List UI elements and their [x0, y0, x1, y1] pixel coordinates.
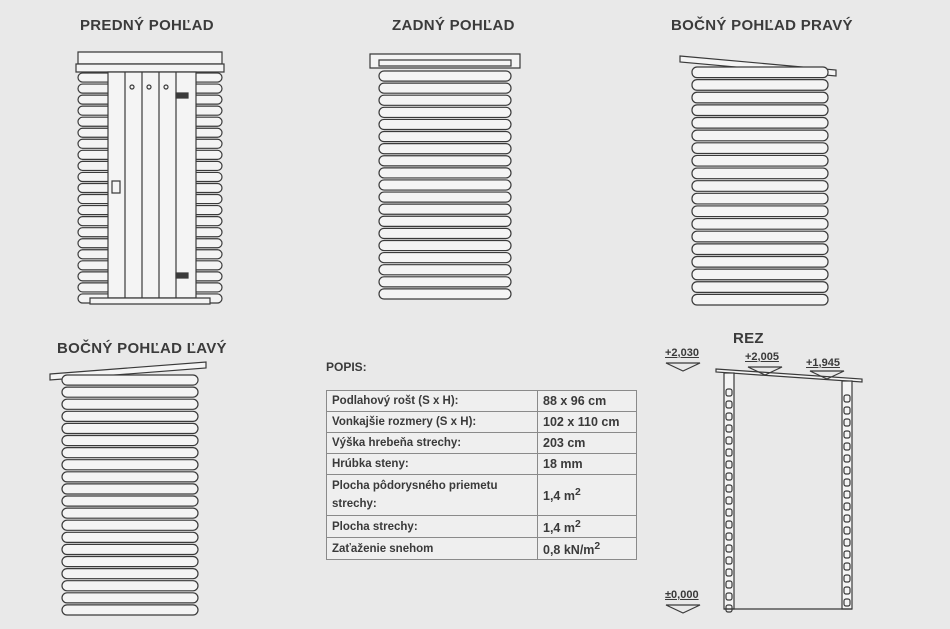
description-title: POPIS: [326, 360, 367, 374]
spec-label: Výška hrebeňa strechy: [327, 433, 538, 454]
wall-log [62, 375, 198, 385]
spec-value: 1,4 $m^2$ [538, 516, 637, 538]
table-row [327, 391, 637, 412]
table-row [327, 516, 637, 538]
spec-value: 203 cm [538, 433, 637, 454]
front-view-title: PREDNÝ POHĽAD [80, 17, 214, 34]
wall-log [379, 204, 511, 214]
wall-log [379, 289, 511, 299]
table-row [327, 433, 637, 454]
spec-value: 1,4 $m^2$ [538, 475, 637, 516]
left-side-view-drawing [46, 358, 214, 620]
wall-log [62, 557, 198, 567]
door-hinge [176, 93, 188, 98]
wall-log [62, 460, 198, 470]
wall-log [62, 472, 198, 482]
wall-log [379, 277, 511, 287]
right-side-view-drawing [676, 52, 844, 310]
level-label-ground: ±0,000 [665, 589, 699, 601]
wall-log [379, 192, 511, 202]
spec-label: Podlahový rošt (S x H): [327, 391, 538, 412]
wall-log [62, 593, 198, 603]
wall-log [692, 294, 828, 305]
right-side-view-title: BOČNÝ POHĽAD PRAVÝ [671, 17, 853, 34]
wall-log [62, 520, 198, 530]
wall-log [379, 95, 511, 105]
wall-log [692, 256, 828, 267]
back-view-title: ZADNÝ POHĽAD [392, 17, 515, 34]
roof-fascia [78, 52, 222, 64]
wall-log [62, 387, 198, 397]
wall-log [692, 269, 828, 280]
level-label-mid: +2,005 [745, 351, 779, 363]
wall-log [62, 605, 198, 615]
wall-log [379, 180, 511, 190]
wall-log [62, 484, 198, 494]
wall-log [379, 168, 511, 178]
wall-log [692, 219, 828, 230]
back-view-drawing [365, 48, 525, 308]
section-view-drawing [660, 345, 870, 620]
specification-table [326, 390, 637, 560]
wall-log [62, 581, 198, 591]
table-row [327, 454, 637, 475]
spec-label: Zaťaženie snehom [327, 538, 538, 560]
spec-label: Vonkajšie rozmery (S x H): [327, 412, 538, 433]
spec-value: 88 x 96 cm [538, 391, 637, 412]
wall-log [379, 216, 511, 226]
wall-log [62, 532, 198, 542]
wall-log [692, 193, 828, 204]
wall-log [62, 496, 198, 506]
wall-log [379, 71, 511, 81]
wall-log [692, 80, 828, 91]
wall-log [692, 130, 828, 141]
level-marker [666, 605, 700, 613]
wall-log [62, 508, 198, 518]
wall-log [379, 253, 511, 263]
wall-log [379, 156, 511, 166]
wall-log [692, 244, 828, 255]
wall-log [692, 105, 828, 116]
door-hinge [176, 273, 188, 278]
wall-log [379, 132, 511, 142]
spec-label: Plocha pôdorysného priemetu strechy: [327, 475, 538, 516]
wall-log [379, 119, 511, 129]
spec-value: 102 x 110 cm [538, 412, 637, 433]
wall-log [62, 569, 198, 579]
wall-log [62, 544, 198, 554]
wall-log [692, 231, 828, 242]
wall-log [692, 92, 828, 103]
floor-beam [90, 298, 210, 304]
table-row [327, 475, 637, 516]
wall-log [379, 144, 511, 154]
wall-log [379, 265, 511, 275]
table-row [327, 412, 637, 433]
wall-log [62, 448, 198, 458]
section-view-title: REZ [733, 330, 764, 347]
wall-log [62, 399, 198, 409]
wall-log [62, 411, 198, 421]
wall-log [692, 118, 828, 129]
wall-log [379, 83, 511, 93]
door [108, 72, 196, 298]
spec-label: Hrúbka steny: [327, 454, 538, 475]
spec-label: Plocha strechy: [327, 516, 538, 538]
wall-log [692, 168, 828, 179]
wall-log [692, 282, 828, 293]
level-marker [666, 363, 700, 371]
wall-log [62, 436, 198, 446]
wall-log [692, 155, 828, 166]
roof-edge [76, 64, 224, 72]
spec-value: 18 mm [538, 454, 637, 475]
wall-log [692, 181, 828, 192]
front-view-drawing [70, 46, 230, 311]
spec-value: 0,8 $kN/m^2$ [538, 538, 637, 560]
door-latch [112, 181, 120, 193]
level-label-right: +1,945 [806, 357, 840, 369]
wall-log [379, 240, 511, 250]
wall-log [379, 228, 511, 238]
wall-log [379, 107, 511, 117]
wall-log [692, 67, 828, 78]
table-row [327, 538, 637, 560]
level-label-top-left: +2,030 [665, 347, 699, 359]
wall-log [692, 143, 828, 154]
left-side-view-title: BOČNÝ POHĽAD ĽAVÝ [57, 340, 227, 357]
wall-log [692, 206, 828, 217]
roof-gutter [379, 60, 511, 66]
wall-log [62, 423, 198, 433]
